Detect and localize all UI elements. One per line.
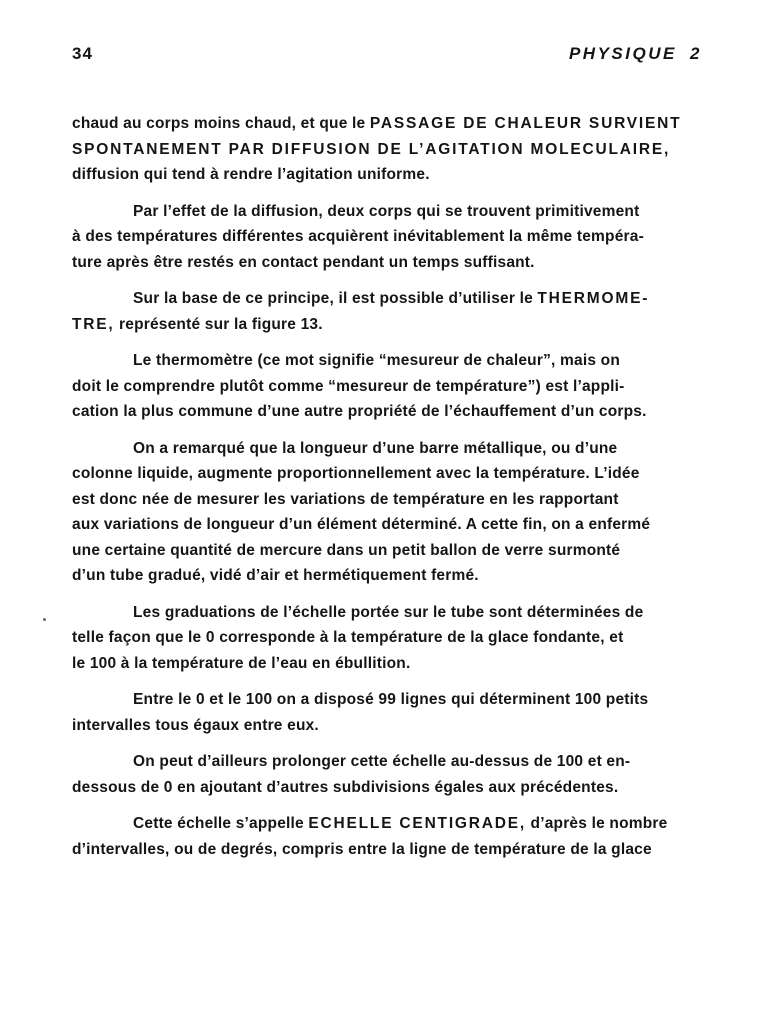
text-run: Les graduations de l’échelle portée sur le tube sont déterminées de [133,603,644,621]
text-run: une certaine quantité de mercure dans un petit ballon de verre surmonté [72,541,621,559]
text-run: intervalles tous égaux entre eux. [72,716,319,734]
text-run: Sur la base de ce principe, il est possible d’utiliser le [133,290,538,307]
text-run: On peut d’ailleurs prolonger cette échelle au-dessus de 100 et en- [133,753,631,770]
emphasis-caps: TRE, [72,315,115,333]
paragraph [72,348,720,425]
running-head-title: PHYSIQUE 2 [568,44,702,63]
paragraph [72,600,720,677]
scan-speck [43,618,46,621]
text-run: telle façon que le 0 corresponde à la température de la glace fondante, et [72,629,624,646]
text-run: Cette échelle s’appelle [133,815,309,832]
emphasis-caps: PASSAGE DE CHALEUR SURVIENT [369,115,682,132]
text-run: dessous de 0 en ajoutant d’autres subdivisions égales aux précédentes. [72,778,619,796]
paragraph [72,436,720,589]
text-run: représenté sur la figure 13. [114,315,323,333]
text-run: d’intervalles, ou de degrés, compris entre la ligne de température de la glace [72,840,652,858]
text-run: aux variations de longueur d’un élément déterminé. A cette fin, on a enfermé [72,516,651,533]
paragraph [72,811,720,862]
text-run: est donc née de mesurer les variations de température en les rapportant [72,490,619,508]
text-run: Entre le 0 et le 100 on a disposé 99 lignes qui déterminent 100 petits [133,691,649,708]
text-run: d’un tube gradué, vidé d’air et hermétiquement fermé. [72,567,479,584]
text-run: doit le comprendre plutôt comme “mesureur de température”) est l’appli- [72,377,625,395]
paragraph [72,687,720,738]
text-run: cation la plus commune d’une autre propriété de l’échauffement d’un corps. [72,403,647,420]
text-run: chaud au corps moins chaud, et que le [72,115,370,132]
text-run: colonne liquide, augmente proportionnellement avec la température. L’idée [72,465,640,482]
emphasis-caps: ECHELLE CENTIGRADE, [308,815,527,832]
body-text [72,111,720,873]
emphasis-caps: SPONTANEMENT PAR DIFFUSION DE L’AGITATION MOLECULAIRE, [72,140,671,158]
text-run: Par l’effet de la diffusion, deux corps qui se trouvent primitivement [133,202,640,220]
text-run: diffusion qui tend à rendre l’agitation uniforme. [72,166,430,183]
text-run: à des températures différentes acquièrent inévitablement la même tempéra- [72,228,644,245]
text-run: d’après le nombre [526,815,668,832]
text-run: Le thermomètre (ce mot signifie “mesureur de chaleur”, mais on [133,352,621,369]
page-header [72,44,702,64]
paragraph [72,286,720,337]
page-number: 34 [72,44,93,63]
paragraph [72,111,720,188]
emphasis-caps: THERMOME- [537,290,650,307]
paragraph [72,199,720,276]
text-run: ture après être restés en contact pendant un temps suffisant. [72,253,535,271]
paragraph [72,749,720,800]
text-run: On a remarqué que la longueur d’une barre métallique, ou d’une [133,439,618,457]
text-run: le 100 à la température de l’eau en ébullition. [72,654,411,672]
